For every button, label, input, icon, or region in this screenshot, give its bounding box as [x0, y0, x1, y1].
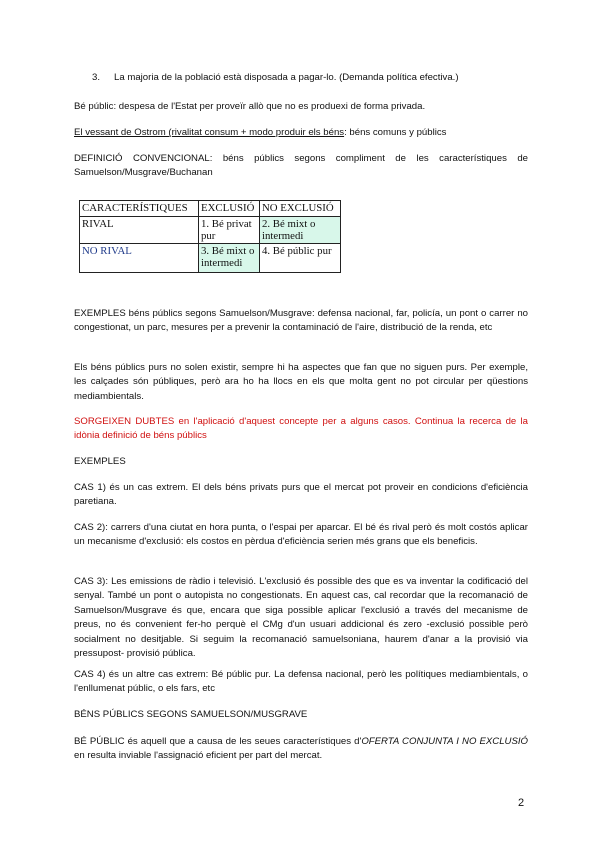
bens-publics-heading: BÉNS PÚBLICS SEGONS SAMUELSON/MUSGRAVE [74, 709, 308, 720]
cell-be-mixt-no-rival: 3. Bé mixt o intermedi [199, 244, 260, 273]
ostrom-rest: : béns comuns y públics [344, 127, 447, 138]
table-row-rival [80, 217, 341, 244]
table-header-row [80, 201, 341, 217]
exemples-heading: EXEMPLES [74, 456, 126, 467]
bens-purs-paragraph: Els béns públics purs no solen existir, sempre hi ha aspectes que fan que no siguen purs. Per exemple, les calçades són públiques, però ara ho ha llocs en els que molta gent no pot circular per qüestions mediambientals. [74, 362, 528, 402]
row-label-rival: RIVAL [80, 217, 199, 244]
page-number: 2 [518, 797, 525, 809]
sorgeixen-dubtes: SORGEIXEN DUBTES en l'aplicació d'aquest concepte per a alguns casos. Continua la recerca de la idònia definició de béns públics [74, 416, 528, 442]
cas-3: CAS 3): Les emissions de ràdio i televisió. L'exclusió és possible des que es va inventar la codificació del senyal. També un pont o autopista no congestionats. En aquest cas, cal recordar que la recomanació de Samuelson/Musgrave és que, encara que siga possible aplicar l'exclusió a través del mecanisme de preus, no és convenient fer-ho perquè el CMg d'un usuari addicional és zero -exclusió possible però socialment no desitjable. Si seguim la recomanació samuelsoniana, haurem d'anar a la provisió via pressupost- provisió pública. [74, 576, 528, 660]
cell-be-privat-pur: 1. Bé privat pur [199, 217, 260, 244]
characteristics-table [79, 200, 341, 273]
be-public-final-before: BÉ PÚBLIC és aquell que a causa de les seues característiques d' [74, 736, 362, 747]
be-public-final [74, 735, 528, 764]
header-no-exclusio: NO EXCLUSIÓ [260, 201, 341, 217]
cas-1: CAS 1) és un cas extrem. El dels béns privats purs que el mercat pot proveir en condicions d'eficiència paretiana. [74, 482, 528, 508]
cell-be-mixt-rival: 2. Bé mixt o intermedi [260, 217, 341, 244]
exemples-samuelson: EXEMPLES béns públics segons Samuelson/Musgrave: defensa nacional, far, policía, un pont o carrer no congestionat, un parc, mesures per a prevenir la contaminació de l'aire, distribució de la renda, etc [74, 308, 528, 334]
cell-be-public-pur: 4. Bé públic pur [260, 244, 341, 273]
row-label-no-rival: NO RIVAL [80, 244, 199, 273]
ostrom-paragraph [74, 126, 528, 140]
be-public-final-after: en resulta inviable l'assignació eficient per part del mercat. [74, 750, 323, 762]
list-item-text: La majoria de la població està disposada a pagar-lo. (Demanda política efectiva.) [114, 72, 459, 83]
header-exclusio: EXCLUSIÓ [199, 201, 260, 217]
be-public-final-italic: OFERTA CONJUNTA I NO EXCLUSIÓ [361, 736, 528, 747]
table-row-no-rival [80, 244, 341, 273]
ostrom-underlined: El vessant de Ostrom (rivalitat consum + modo produir els béns [74, 127, 345, 138]
cas-4: CAS 4) és un altre cas extrem: Bé públic pur. La defensa nacional, però les polítiques mediambientals, o l'enllumenat públic, o els fars, etc [74, 669, 528, 695]
be-public-definition: Bé públic: despesa de l'Estat per proveïr allò que no es produexi de forma privada. [74, 101, 426, 112]
definicio-convencional: DEFINICIÓ CONVENCIONAL: béns públics segons compliment de les característiques de Samuelson/Musgrave/Buchanan [74, 153, 528, 179]
cas-2: CAS 2): carrers d'una ciutat en hora punta, o l'espai per aparcar. El bé és rival però és molt costós aplicar un mecanisme d'exclusió: els costos en pèrdua d'eficiència serien més grans que els beneficis. [74, 522, 528, 548]
list-number: 3. [92, 72, 101, 83]
header-caracteristiques: CARACTERÍSTIQUES [80, 201, 199, 217]
